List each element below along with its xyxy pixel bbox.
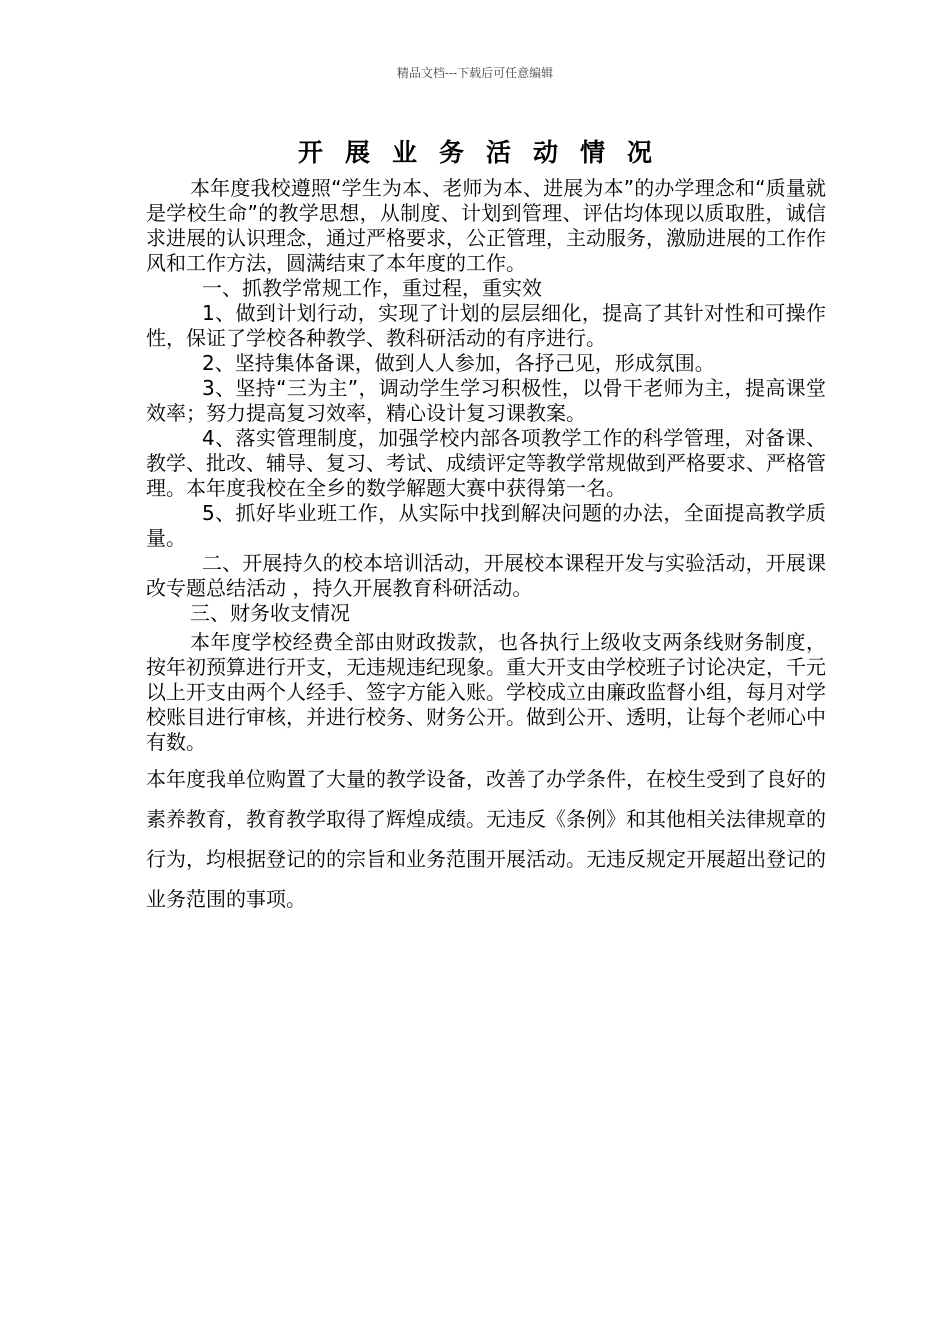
paragraph-intro: 本年度我校遵照“学生为本、老师为本、进展为本”的办学理念和“质量就是学校生命”的教学思想，从制度、计划到管理、评估均体现以质取胜，诚信求进展的认识理念，通过严格要求，公正管理，主动服务，激励进展的工作作风和工作方法，圆满结束了本年度的工作。 <box>146 176 826 275</box>
closing-block <box>146 759 826 919</box>
section-heading-1: 一、抓教学常规工作，重过程，重实效 <box>202 276 542 300</box>
paragraph-finance: 本年度学校经费全部由财政拨款，也各执行上级收支两条线财务制度，按年初预算进行开支，无违规违纪现象。重大开支由学校班子讨论决定，千元以上开支由两个人经手、签字方能入账。学校成立由廉政监督小组，每月对学校账目进行审核，并进行校务、财务公开。做到公开、透明，让每个老师心中有数。 <box>146 630 826 754</box>
list-item-3: 3、坚持“三为主”，调动学生学习积极性，以骨干老师为主，提高课堂效率；努力提高复习效率，精心设计复习课教案。 <box>146 376 826 425</box>
list-item-5: 5、抓好毕业班工作，从实际中找到解决问题的办法，全面提高教学质量。 <box>146 501 826 550</box>
document-body <box>146 176 826 919</box>
list-item-4: 4、落实管理制度，加强学校内部各项教学工作的科学管理，对备课、教学、批改、辅导、复习、考试、成绩评定等教学常规做到严格要求、严格管理。本年度我校在全乡的数学解题大赛中获得第一名。 <box>146 426 826 500</box>
section-heading-3: 三、财务收支情况 <box>190 601 350 625</box>
page-header: 精品文档---下载后可任意编辑 <box>396 66 554 80</box>
list-item-1: 1、做到计划行动，实现了计划的层层细化，提高了其针对性和可操作性，保证了学校各种教学、教科研活动的有序进行。 <box>146 301 826 350</box>
section-heading-2: 二、开展持久的校本培训活动，开展校本课程开发与实验活动，开展课改专题总结活动 ，持久开展教育科研活动。 <box>146 551 826 600</box>
document-title: 开展业务活动情况 <box>297 138 674 167</box>
paragraph-closing: 本年度我单位购置了大量的教学设备，改善了办学条件，在校生受到了良好的素养教育，教育教学取得了辉煌成绩。无违反《条例》和其他相关法律规章的行为，均根据登记的的宗旨和业务范围开展活动。无违反规定开展超出登记的业务范围的事项。 <box>146 767 826 911</box>
list-item-2: 2、坚持集体备课，做到人人参加，各抒己见，形成氛围。 <box>202 351 715 375</box>
